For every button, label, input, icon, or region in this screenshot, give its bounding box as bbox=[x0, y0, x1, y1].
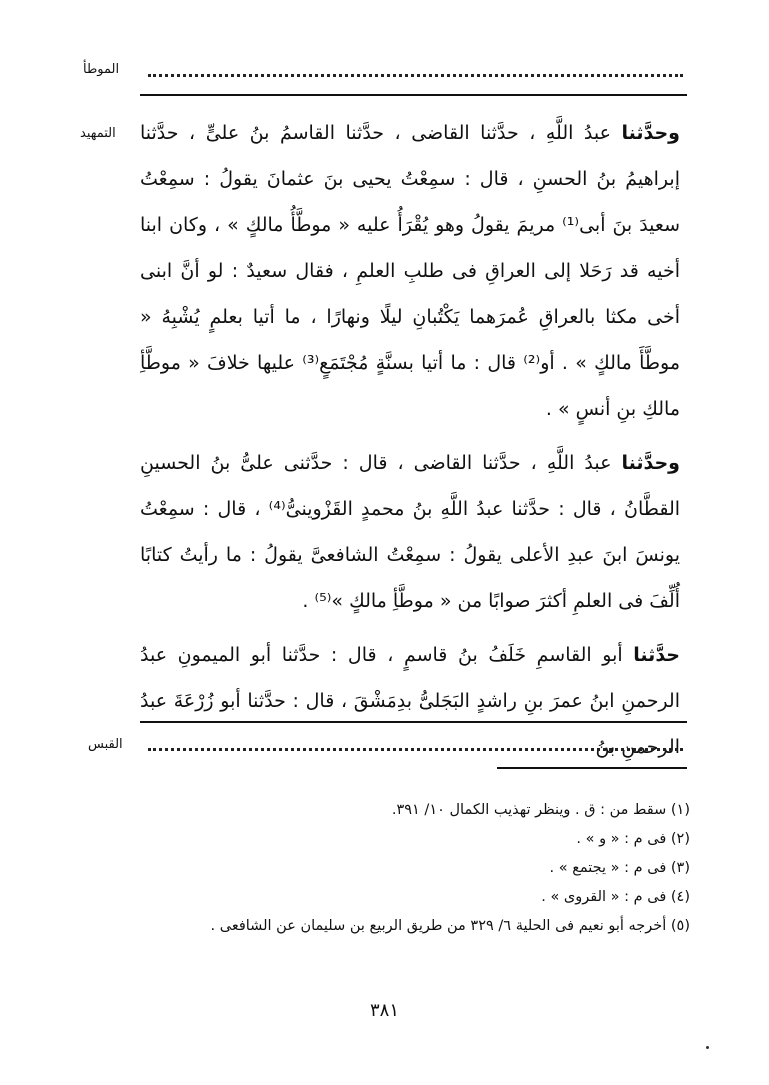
paragraph bbox=[140, 440, 680, 624]
paragraph-lead: وحدَّثنا bbox=[621, 122, 680, 144]
paragraph-text: عبدُ اللَّهِ ، حدَّثنا القاضى ، قال : حدَّثنى علىُّ بنُ الحسينِ القطَّانُ ، قال : حدَّثنا عبدُ اللَّهِ بنُ محمدٍ القَزْوينىُّ⁽⁴⁾ ، قال : سمِعْتُ يونسَ ابنَ عبدِ الأعلى يقولُ : سمِعْتُ الشافعىَّ يقولُ : ما رأيتُ كتابًا أُلِّفَ فى العلمِ أكثرَ صوابًا من « موطَّأِ مالكٍ »⁽⁵⁾ . bbox=[140, 452, 681, 612]
book-title-label: الموطأ bbox=[83, 62, 120, 77]
footnote: (٢) فى م : « و » . bbox=[576, 831, 690, 847]
tamhid-side-label: التمهيد bbox=[80, 126, 116, 141]
qabas-dotted-leader bbox=[148, 738, 683, 751]
main-text-body bbox=[140, 110, 680, 778]
footnotes bbox=[140, 796, 690, 941]
paragraph bbox=[140, 110, 680, 432]
paragraph-lead: وحدَّثنا bbox=[621, 452, 680, 474]
footnote: (١) سقط من : ق . وينظر تهذيب الكمال ١٠/ ٣٩١. bbox=[391, 802, 690, 818]
footnote: (٥) أخرجه أبو نعيم فى الحلية ٦/ ٣٢٩ من طريق الربيع بن سليمان عن الشافعى . bbox=[210, 918, 690, 934]
header-dotted-leader bbox=[148, 64, 683, 77]
qabas-side-label: القبس bbox=[88, 737, 123, 752]
footnote-rule bbox=[497, 767, 687, 769]
scan-speck bbox=[706, 1046, 709, 1049]
header-rule bbox=[140, 94, 687, 96]
footnote: (٤) فى م : « القروى » . bbox=[541, 889, 690, 905]
section-rule bbox=[140, 721, 687, 723]
paragraph-text: أبو القاسمِ خَلَفُ بنُ قاسمٍ ، قال : حدَّثنا أبو الميمونِ عبدُ الرحمنِ ابنُ عمرَ بنِ راشدٍ البَجَلىُّ بدِمَشْقَ ، قال : حدَّثنا أبو زُرْعَةَ عبدُ الرحمنِ بنُ bbox=[140, 644, 680, 758]
footnote: (٣) فى م : « يجتمع » . bbox=[549, 860, 690, 876]
page-number: ٣٨١ bbox=[369, 1000, 399, 1021]
paragraph-text: عبدُ اللَّهِ ، حدَّثنا القاضى ، حدَّثنا القاسمُ بنُ علىٍّ ، حدَّثنا إبراهيمُ بنُ الحسنِ ، قال : سمِعْتُ يحيى بنَ عثمانَ يقولُ : سمِعْتُ سعيدَ بنَ أبى⁽¹⁾ مريمَ يقولُ وهو يُقْرَأُ عليه « موطَّأُ مالكٍ » ، وكان ابنا أخيه قد رَحَلا إلى العراقِ فى طلبِ العلمِ ، فقال سعيدٌ : لو أنَّ ابنى أخى مكثا بالعراقِ عُمرَهما يَكْتُبانِ ليلًا ونهارًا ، ما أتيا بعلمٍ يُشْبِهُ « موطَّأَ مالكٍ » . أو⁽²⁾ قال : ما أتيا بسنَّةٍ مُجْتَمَعٍ⁽³⁾ عليها خلافَ « موطَّأِ مالكِ بنِ أنسٍ » . bbox=[140, 122, 681, 420]
paragraph-lead: حدَّثنا bbox=[633, 644, 680, 666]
